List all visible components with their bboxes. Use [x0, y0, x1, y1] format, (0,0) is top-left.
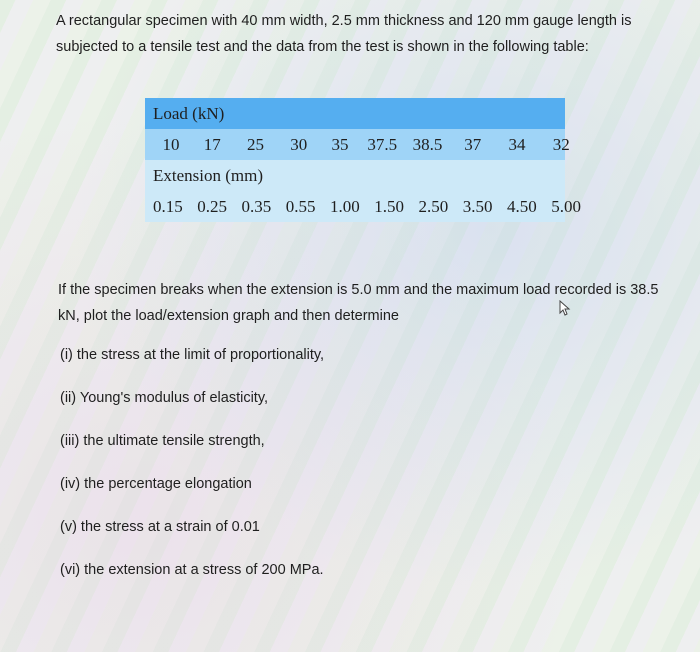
- load-values-row: [145, 129, 570, 160]
- question-item: (ii) Young's modulus of elasticity,: [60, 390, 269, 406]
- load-value: 17: [203, 135, 221, 154]
- extension-header: Extension (mm): [145, 160, 565, 191]
- load-value: 10: [162, 135, 180, 154]
- load-value: 30: [290, 135, 308, 154]
- extension-value: 4.50: [507, 197, 537, 216]
- load-value: 25: [247, 135, 264, 154]
- intro-text: A rectangular specimen with 40 mm width, 2.5 mm thickness and 120 mm gauge length is subjected to a tensile test and the data from the test is shown in the following table:: [56, 13, 632, 55]
- question-item: (iv) the percentage elongation: [60, 476, 252, 492]
- question-item: (vi) the extension at a stress of 200 MPa.: [60, 562, 324, 578]
- load-value: 37: [464, 135, 482, 154]
- extension-value: 0.15: [153, 197, 183, 216]
- load-value: 38.5: [412, 135, 443, 154]
- extension-value: 0.55: [285, 197, 316, 216]
- extension-values-row: [145, 191, 581, 222]
- extension-value: 1.00: [330, 197, 360, 216]
- question-item: (v) the stress at a strain of 0.01: [60, 519, 260, 535]
- mouse-cursor-icon: [558, 300, 572, 316]
- load-value: 35: [331, 135, 349, 154]
- load-value: 34: [508, 135, 526, 154]
- extension-value: 0.25: [197, 197, 227, 216]
- question-item: (iii) the ultimate tensile strength,: [60, 433, 265, 449]
- question-item: (i) the stress at the limit of proportionality,: [60, 347, 325, 363]
- extension-value: 1.50: [374, 197, 404, 216]
- extension-value: 0.35: [241, 197, 272, 216]
- extension-value: 3.50: [462, 197, 493, 216]
- extension-value: 5.00: [551, 197, 581, 216]
- load-value: 32: [552, 135, 570, 154]
- problem-paragraph: If the specimen breaks when the extension is 5.0 mm and the maximum load recorded is 38.5 kN, plot the load/extension graph and then determine: [58, 282, 659, 324]
- data-table: [145, 98, 581, 222]
- question-list: [60, 342, 324, 600]
- load-header: Load (kN): [145, 98, 565, 129]
- extension-value: 2.50: [418, 197, 449, 216]
- load-value: 37.5: [367, 135, 398, 154]
